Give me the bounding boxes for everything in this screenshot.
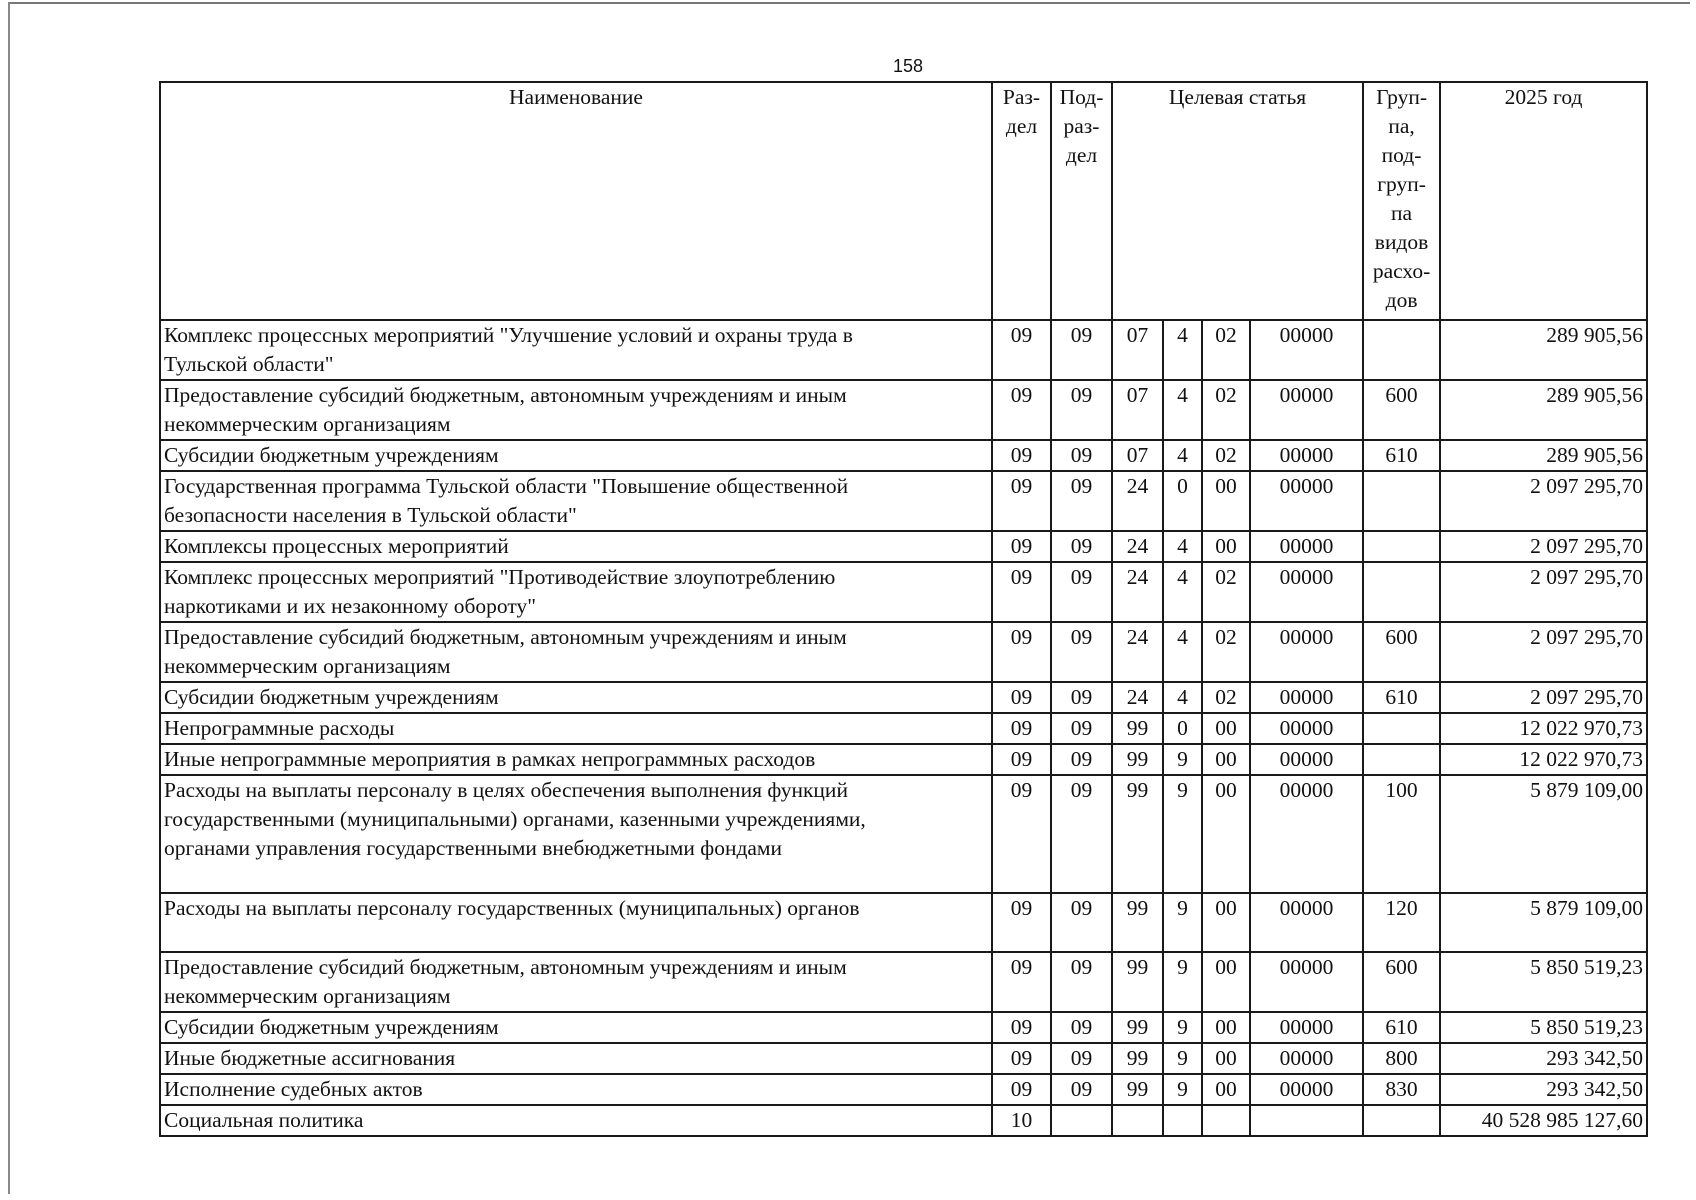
row-code-c2: 0 xyxy=(1163,471,1202,531)
row-code-c2: 4 xyxy=(1163,440,1202,471)
row-code-rz: 09 xyxy=(992,713,1051,744)
row-code-vr xyxy=(1363,471,1440,531)
row-code-c2: 9 xyxy=(1163,744,1202,775)
row-amount: 5 879 109,00 xyxy=(1440,775,1647,893)
row-code-c2: 4 xyxy=(1163,622,1202,682)
row-name-line: некоммерческим организациям xyxy=(164,654,451,678)
row-code-prz: 09 xyxy=(1051,471,1112,531)
row-amount: 2 097 295,70 xyxy=(1440,622,1647,682)
row-code-vr xyxy=(1363,562,1440,622)
row-name-line: Иные непрограммные мероприятия в рамках непрограммных расходов xyxy=(164,747,816,771)
table-row xyxy=(160,471,1647,531)
row-name-line: Расходы на выплаты персоналу в целях обеспечения выполнения функций xyxy=(164,778,848,802)
row-code-vr: 600 xyxy=(1363,952,1440,1012)
row-name-line: Непрограммные расходы xyxy=(164,716,395,740)
row-code-c3: 00 xyxy=(1202,713,1250,744)
row-code-c1: 07 xyxy=(1112,380,1163,440)
row-name xyxy=(160,952,992,1012)
row-amount: 2 097 295,70 xyxy=(1440,562,1647,622)
table-row xyxy=(160,744,1647,775)
row-name-line: Расходы на выплаты персоналу государственных (муниципальных) органов xyxy=(164,896,860,920)
row-name xyxy=(160,744,992,775)
row-code-prz: 09 xyxy=(1051,775,1112,893)
row-code-prz: 09 xyxy=(1051,380,1112,440)
row-code-c2: 4 xyxy=(1163,562,1202,622)
scan-border-top xyxy=(8,2,1690,4)
row-name xyxy=(160,775,992,893)
row-code-c3: 02 xyxy=(1202,562,1250,622)
row-name-line: Субсидии бюджетным учреждениям xyxy=(164,685,499,709)
row-code-c4: 00000 xyxy=(1250,893,1363,952)
row-code-c3: 00 xyxy=(1202,893,1250,952)
row-name xyxy=(160,562,992,622)
row-code-vr xyxy=(1363,531,1440,562)
row-code-vr: 600 xyxy=(1363,622,1440,682)
row-code-c2: 9 xyxy=(1163,1043,1202,1074)
table-row xyxy=(160,440,1647,471)
row-code-c4 xyxy=(1250,1105,1363,1136)
row-name xyxy=(160,682,992,713)
row-code-c1: 24 xyxy=(1112,622,1163,682)
table-row xyxy=(160,531,1647,562)
row-code-c4: 00000 xyxy=(1250,440,1363,471)
row-name-line: Тульской области" xyxy=(164,352,334,376)
row-code-c4: 00000 xyxy=(1250,471,1363,531)
header-group-line: расхо- xyxy=(1372,259,1431,283)
row-name-line: Комплекс процессных мероприятий "Противодействие злоупотреблению xyxy=(164,565,836,589)
row-code-vr xyxy=(1363,320,1440,380)
row-name xyxy=(160,1012,992,1043)
row-code-prz: 09 xyxy=(1051,952,1112,1012)
row-name xyxy=(160,440,992,471)
row-code-rz: 09 xyxy=(992,744,1051,775)
row-name-line: Субсидии бюджетным учреждениям xyxy=(164,443,499,467)
row-code-c4: 00000 xyxy=(1250,320,1363,380)
row-code-c1: 07 xyxy=(1112,440,1163,471)
row-name-line: органами управления государственными внебюджетными фондами xyxy=(164,836,783,860)
row-code-prz xyxy=(1051,1105,1112,1136)
row-code-c1: 99 xyxy=(1112,1074,1163,1105)
row-name-line: Субсидии бюджетным учреждениям xyxy=(164,1015,499,1039)
row-code-prz: 09 xyxy=(1051,713,1112,744)
row-code-c4: 00000 xyxy=(1250,622,1363,682)
row-code-c4: 00000 xyxy=(1250,713,1363,744)
row-code-c2: 4 xyxy=(1163,320,1202,380)
row-name-line: Исполнение судебных актов xyxy=(164,1077,423,1101)
row-name-line: Социальная политика xyxy=(164,1108,364,1132)
table-row xyxy=(160,682,1647,713)
row-name xyxy=(160,893,992,952)
table-row xyxy=(160,1074,1647,1105)
row-code-rz: 09 xyxy=(992,622,1051,682)
row-code-vr: 610 xyxy=(1363,440,1440,471)
row-amount: 2 097 295,70 xyxy=(1440,682,1647,713)
row-code-rz: 09 xyxy=(992,893,1051,952)
row-name-line: Комплексы процессных мероприятий xyxy=(164,534,509,558)
row-code-c2 xyxy=(1163,1105,1202,1136)
row-amount: 40 528 985 127,60 xyxy=(1440,1105,1647,1136)
row-name xyxy=(160,1043,992,1074)
row-name-line: некоммерческим организациям xyxy=(164,984,451,1008)
row-amount: 293 342,50 xyxy=(1440,1043,1647,1074)
row-code-c2: 4 xyxy=(1163,531,1202,562)
row-amount: 289 905,56 xyxy=(1440,320,1647,380)
row-code-prz: 09 xyxy=(1051,682,1112,713)
row-code-prz: 09 xyxy=(1051,622,1112,682)
row-code-c3: 02 xyxy=(1202,682,1250,713)
row-name-line: Предоставление субсидий бюджетным, автономным учреждениям и иным xyxy=(164,625,847,649)
row-code-c3: 00 xyxy=(1202,744,1250,775)
row-code-c1: 24 xyxy=(1112,471,1163,531)
header-group-line: груп- xyxy=(1377,172,1426,196)
row-name-line: Иные бюджетные ассигнования xyxy=(164,1046,456,1070)
row-code-c2: 9 xyxy=(1163,775,1202,893)
row-code-prz: 09 xyxy=(1051,744,1112,775)
row-amount: 5 850 519,23 xyxy=(1440,1012,1647,1043)
row-name xyxy=(160,713,992,744)
row-code-rz: 09 xyxy=(992,1012,1051,1043)
row-amount: 12 022 970,73 xyxy=(1440,713,1647,744)
row-code-prz: 09 xyxy=(1051,562,1112,622)
row-code-vr: 830 xyxy=(1363,1074,1440,1105)
row-code-c4: 00000 xyxy=(1250,682,1363,713)
table-row xyxy=(160,320,1647,380)
header-podrazdel-line: Под- xyxy=(1059,85,1104,109)
row-code-prz: 09 xyxy=(1051,320,1112,380)
row-code-c4: 00000 xyxy=(1250,1043,1363,1074)
table-body xyxy=(160,320,1647,1136)
row-name-line: Предоставление субсидий бюджетным, автономным учреждениям и иным xyxy=(164,955,847,979)
row-code-c2: 9 xyxy=(1163,1074,1202,1105)
budget-table xyxy=(159,81,1648,1137)
row-code-c3: 02 xyxy=(1202,440,1250,471)
row-code-rz: 10 xyxy=(992,1105,1051,1136)
row-amount: 2 097 295,70 xyxy=(1440,531,1647,562)
row-code-c3: 02 xyxy=(1202,320,1250,380)
row-code-c3: 00 xyxy=(1202,471,1250,531)
table-row xyxy=(160,1012,1647,1043)
row-code-c1 xyxy=(1112,1105,1163,1136)
row-code-c4: 00000 xyxy=(1250,952,1363,1012)
row-code-rz: 09 xyxy=(992,471,1051,531)
row-amount: 12 022 970,73 xyxy=(1440,744,1647,775)
header-group-line: видов xyxy=(1374,230,1429,254)
header-podrazdel xyxy=(1051,82,1112,320)
header-razdel xyxy=(992,82,1051,320)
row-code-c4: 00000 xyxy=(1250,1012,1363,1043)
row-amount: 289 905,56 xyxy=(1440,440,1647,471)
header-podrazdel-line: раз- xyxy=(1063,114,1100,138)
row-code-c3: 00 xyxy=(1202,775,1250,893)
row-code-rz: 09 xyxy=(992,320,1051,380)
header-year: 2025 год xyxy=(1440,82,1647,320)
header-group-line: па, xyxy=(1388,114,1415,138)
row-code-c1: 99 xyxy=(1112,893,1163,952)
row-code-vr xyxy=(1363,744,1440,775)
row-code-rz: 09 xyxy=(992,562,1051,622)
table-row xyxy=(160,1043,1647,1074)
row-code-rz: 09 xyxy=(992,1074,1051,1105)
row-code-c4: 00000 xyxy=(1250,562,1363,622)
row-code-rz: 09 xyxy=(992,1043,1051,1074)
row-name-line: государственными (муниципальными) органами, казенными учреждениями, xyxy=(164,807,866,831)
header-razdel-line: дел xyxy=(1005,114,1038,138)
header-razdel-line: Раз- xyxy=(1002,85,1041,109)
row-name xyxy=(160,380,992,440)
row-code-c3: 00 xyxy=(1202,531,1250,562)
row-code-rz: 09 xyxy=(992,775,1051,893)
row-code-rz: 09 xyxy=(992,380,1051,440)
row-name-line: наркотиками и их незаконному обороту" xyxy=(164,594,537,618)
row-amount: 2 097 295,70 xyxy=(1440,471,1647,531)
row-code-rz: 09 xyxy=(992,682,1051,713)
row-amount: 289 905,56 xyxy=(1440,380,1647,440)
header-group-line: Груп- xyxy=(1376,85,1428,109)
row-code-c1: 99 xyxy=(1112,713,1163,744)
table-row xyxy=(160,775,1647,893)
row-code-rz: 09 xyxy=(992,952,1051,1012)
row-code-prz: 09 xyxy=(1051,1074,1112,1105)
table-row xyxy=(160,380,1647,440)
row-code-c1: 24 xyxy=(1112,531,1163,562)
row-code-c3 xyxy=(1202,1105,1250,1136)
row-amount: 293 342,50 xyxy=(1440,1074,1647,1105)
row-name-line: Предоставление субсидий бюджетным, автономным учреждениям и иным xyxy=(164,383,847,407)
row-code-prz: 09 xyxy=(1051,440,1112,471)
table-row xyxy=(160,893,1647,952)
row-code-vr: 610 xyxy=(1363,682,1440,713)
row-code-c2: 4 xyxy=(1163,380,1202,440)
row-name xyxy=(160,1105,992,1136)
table-row xyxy=(160,562,1647,622)
table-row xyxy=(160,622,1647,682)
table-header-row xyxy=(160,82,1647,320)
row-code-c1: 99 xyxy=(1112,775,1163,893)
row-code-c4: 00000 xyxy=(1250,531,1363,562)
row-name xyxy=(160,471,992,531)
row-code-c4: 00000 xyxy=(1250,380,1363,440)
row-name-line: некоммерческим организациям xyxy=(164,412,451,436)
row-code-c4: 00000 xyxy=(1250,1074,1363,1105)
row-code-c3: 00 xyxy=(1202,1012,1250,1043)
row-code-vr: 120 xyxy=(1363,893,1440,952)
row-code-c2: 9 xyxy=(1163,893,1202,952)
row-code-c1: 99 xyxy=(1112,952,1163,1012)
row-name-line: Государственная программа Тульской области "Повышение общественной xyxy=(164,474,849,498)
row-code-c2: 9 xyxy=(1163,1012,1202,1043)
row-code-prz: 09 xyxy=(1051,531,1112,562)
row-code-c1: 99 xyxy=(1112,1043,1163,1074)
header-podrazdel-line: дел xyxy=(1065,143,1098,167)
row-code-c1: 24 xyxy=(1112,562,1163,622)
row-code-rz: 09 xyxy=(992,531,1051,562)
row-code-c2: 9 xyxy=(1163,952,1202,1012)
header-name: Наименование xyxy=(160,82,992,320)
row-code-c3: 00 xyxy=(1202,1043,1250,1074)
row-code-prz: 09 xyxy=(1051,893,1112,952)
row-code-vr: 100 xyxy=(1363,775,1440,893)
scan-border-left xyxy=(8,2,10,1194)
row-code-c2: 4 xyxy=(1163,682,1202,713)
table-row xyxy=(160,713,1647,744)
row-name-line: Комплекс процессных мероприятий "Улучшение условий и охраны труда в xyxy=(164,323,853,347)
header-group-line: па xyxy=(1391,201,1413,225)
row-code-vr: 610 xyxy=(1363,1012,1440,1043)
row-code-c3: 00 xyxy=(1202,952,1250,1012)
row-code-c1: 24 xyxy=(1112,682,1163,713)
row-code-c3: 02 xyxy=(1202,622,1250,682)
row-code-c3: 02 xyxy=(1202,380,1250,440)
row-name-line: безопасности населения в Тульской области" xyxy=(164,503,577,527)
page-number: 158 xyxy=(892,56,924,76)
header-group-line: дов xyxy=(1385,288,1418,312)
row-code-prz: 09 xyxy=(1051,1012,1112,1043)
row-code-c1: 99 xyxy=(1112,1012,1163,1043)
row-code-c1: 07 xyxy=(1112,320,1163,380)
row-code-c4: 00000 xyxy=(1250,775,1363,893)
table-row xyxy=(160,952,1647,1012)
row-code-vr xyxy=(1363,1105,1440,1136)
header-target-article: Целевая статья xyxy=(1112,82,1363,320)
row-code-c3: 00 xyxy=(1202,1074,1250,1105)
row-code-rz: 09 xyxy=(992,440,1051,471)
row-code-c2: 0 xyxy=(1163,713,1202,744)
row-code-vr xyxy=(1363,713,1440,744)
row-code-prz: 09 xyxy=(1051,1043,1112,1074)
row-code-vr: 800 xyxy=(1363,1043,1440,1074)
row-name xyxy=(160,1074,992,1105)
header-group-line: под- xyxy=(1381,143,1422,167)
row-code-c1: 99 xyxy=(1112,744,1163,775)
table-row xyxy=(160,1105,1647,1136)
row-code-vr: 600 xyxy=(1363,380,1440,440)
header-expense-group xyxy=(1363,82,1440,320)
row-code-c4: 00000 xyxy=(1250,744,1363,775)
row-name xyxy=(160,531,992,562)
row-amount: 5 879 109,00 xyxy=(1440,893,1647,952)
row-amount: 5 850 519,23 xyxy=(1440,952,1647,1012)
row-name xyxy=(160,320,992,380)
row-name xyxy=(160,622,992,682)
